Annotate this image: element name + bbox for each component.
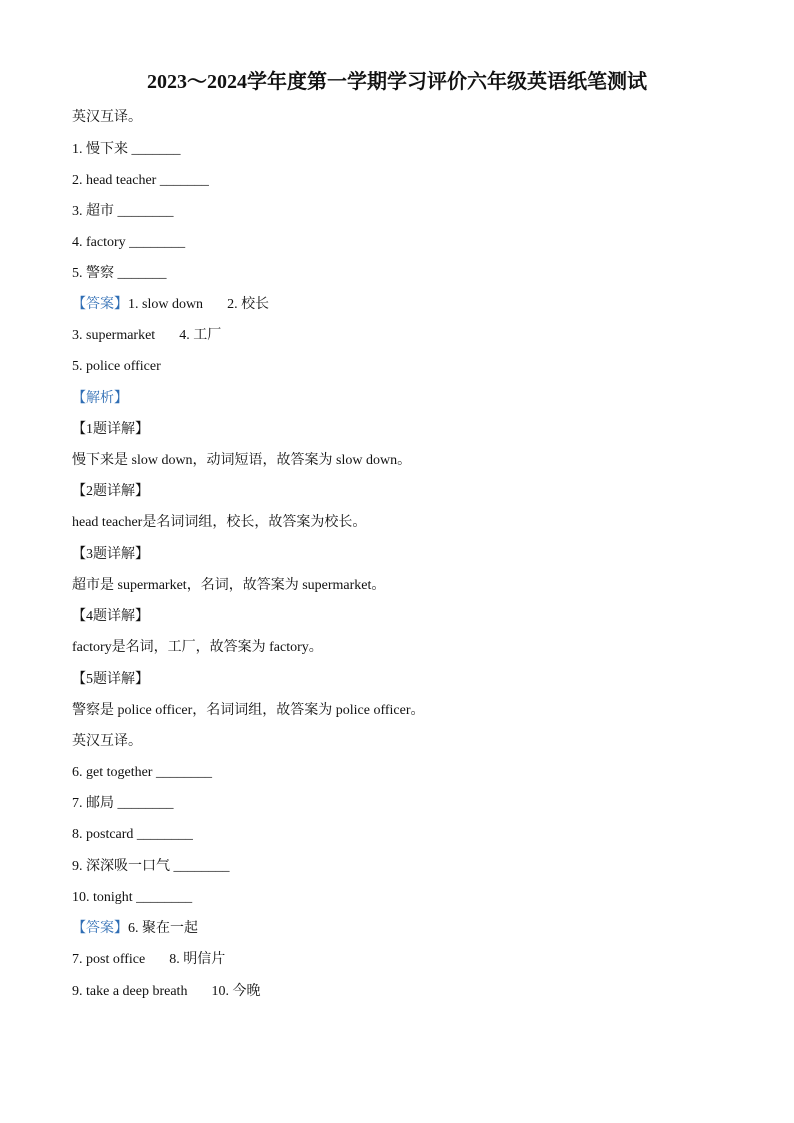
answer-row-6 xyxy=(72,919,198,939)
detail-heading-4: 【4题详解】 xyxy=(72,609,149,624)
question-7: 7. 邮局 ________ xyxy=(72,796,174,811)
answer-8: 8. 明信片 xyxy=(169,952,226,967)
question-10: 10. tonight ________ xyxy=(72,890,193,905)
question-8: 8. postcard ________ xyxy=(72,827,193,842)
document-title: 2023～2024学年度第一学期学习评价六年级英语纸笔测试 xyxy=(147,71,647,93)
answer-row-7 xyxy=(72,950,225,970)
answer-3: 3. supermarket xyxy=(72,328,156,343)
answer-row-1 xyxy=(72,295,269,315)
answer-1: 1. slow down xyxy=(128,297,204,312)
answer-10: 10. 今晚 xyxy=(211,984,261,999)
detail-text-2: head teacher是名词词组，校长，故答案为校长。 xyxy=(72,515,367,530)
question-5: 5. 警察 _______ xyxy=(72,266,167,281)
detail-heading-1: 【1题详解】 xyxy=(72,422,149,437)
detail-heading-2: 【2题详解】 xyxy=(72,484,149,499)
question-2: 2. head teacher _______ xyxy=(72,173,209,188)
answer-2: 2. 校长 xyxy=(227,297,270,312)
question-9: 9. 深深吸一口气 ________ xyxy=(72,859,230,874)
answer-7: 7. post office xyxy=(72,952,146,967)
section1-instruction: 英汉互译。 xyxy=(72,110,142,125)
question-1: 1. 慢下来 _______ xyxy=(72,142,181,157)
detail-text-4: factory是名词，工厂，故答案为 factory。 xyxy=(72,640,323,655)
answer-row-2 xyxy=(72,326,221,346)
detail-heading-5: 【5题详解】 xyxy=(72,672,149,687)
answer-9: 9. take a deep breath xyxy=(72,984,188,999)
question-3: 3. 超市 ________ xyxy=(72,204,174,219)
detail-text-3: 超市是 supermarket，名词，故答案为 supermarket。 xyxy=(72,578,386,593)
section2-instruction: 英汉互译。 xyxy=(72,734,142,749)
detail-text-5: 警察是 police officer，名词词组，故答案为 police officer。 xyxy=(72,703,425,718)
detail-text-1: 慢下来是 slow down，动词短语，故答案为 slow down。 xyxy=(72,453,412,468)
answer-4: 4. 工厂 xyxy=(179,328,222,343)
answer-6: 6. 聚在一起 xyxy=(128,921,198,936)
question-6: 6. get together ________ xyxy=(72,765,212,780)
analysis-tag: 【解析】 xyxy=(72,391,128,406)
detail-heading-3: 【3题详解】 xyxy=(72,547,149,562)
answer-5: 5. police officer xyxy=(72,359,161,374)
answer-tag: 【答案】 xyxy=(72,297,128,312)
question-4: 4. factory ________ xyxy=(72,235,186,250)
answer-row-9 xyxy=(72,982,260,1002)
answer-tag: 【答案】 xyxy=(72,921,128,936)
